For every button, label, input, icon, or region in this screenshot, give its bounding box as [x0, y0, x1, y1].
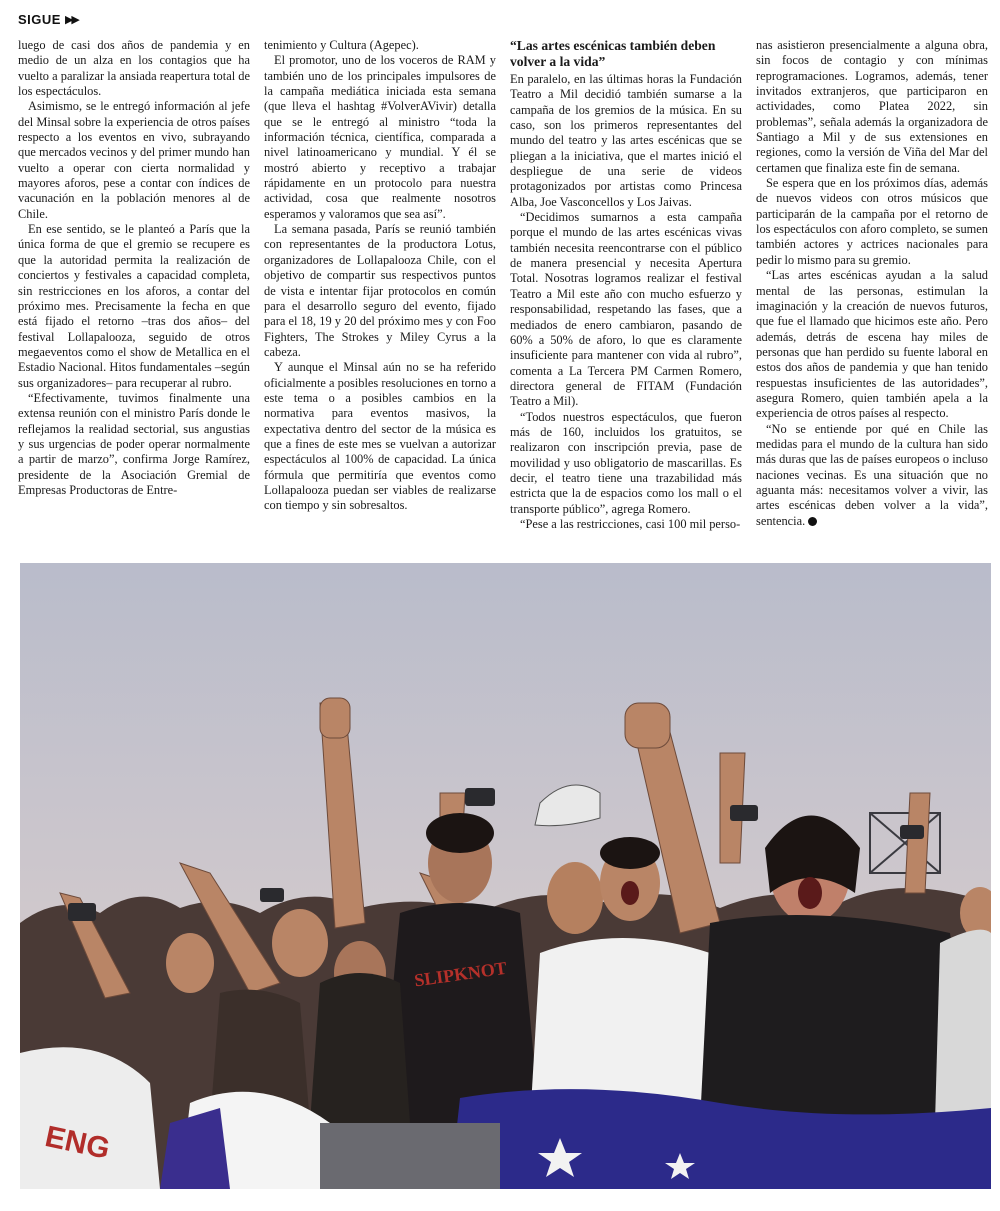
- article-column-4: [756, 38, 988, 529]
- paragraph: “Las artes escénicas ayudan a la salud mental de las personas, estimulan la imaginación y la creación de nuevos futuros, que fue el llamado que hicimos este año. Pero además, detrás de escena hay miles de personas que han perdido su fuente laboral en estos dos años de pandemia y que han tenido respuestas insuficientes de las autoridades”, asegura Romero, quien también apela a la experiencia de otros países al respecto.: [756, 268, 988, 421]
- paragraph: En paralelo, en las últimas horas la Fundación Teatro a Mil decidió también sumarse a la campaña de los gremios de la música. En su caso, son los primeros representantes del mundo del teatro y las artes escénicas que se pliegan a la iniciativa, que el martes inició el despliegue de una serie de videos protagonizados por artistas como Princesa Alba, Joe Vasconcellos y Los Jaivas.: [510, 72, 742, 209]
- paragraph: Y aunque el Minsal aún no se ha referido oficialmente a posibles resoluciones en torno a este tema o a posibles cambios en la normativa para eventos masivos, la expectativa dentro del sector de la música es que a fines de este mes se vuelvan a autorizar espectáculos al 100% de capacidad. La única fórmula que permitiría que eventos como Lollapalooza puedan ser viables de realizarse con tiempo y sin sobresaltos.: [264, 360, 496, 513]
- paragraph: “Efectivamente, tuvimos finalmente una extensa reunión con el ministro París donde le reflejamos la realidad sectorial, sus angustias y sus urgencias de poder operar normalmente a partir de marzo”, confirma Jorge Ramírez, presidente de la Asociación Gremial de Empresas Productoras de Entre-: [18, 390, 250, 497]
- paragraph: “Decidimos sumarnos a esta campaña porque el mundo de las artes escénicas vivas también necesita reencontrarse con el público de manera presencial y necesita Apertura Total. Nosotras logramos realizar el festival Teatro a Mil este año con mucho esfuerzo y responsabilidad, respetando las fases, que a mediados de enero cambiaron, pasando de 60% a 50% de aforo, lo que es claramente insuficiente para mantener con vida al rubro”, comenta a La Tercera PM Carmen Romero, directora general de FITAM (Fundación Teatro a Mil).: [510, 210, 742, 409]
- paragraph: luego de casi dos años de pandemia y en medio de un alza en los contagios que ha vuelto a paralizar la ansiada reapertura total de los espectáculos.: [18, 38, 250, 99]
- paragraph: Se espera que en los próximos días, además de nuevos videos con otros músicos que participarán de la campaña por el retorno de los espectáculos con aforo completo, se sumen también actores y actrices nacionales para pedir lo mismo para su gremio.: [756, 176, 988, 267]
- article-column-3: [510, 38, 742, 532]
- banner-text: ENG: [42, 1120, 113, 1166]
- paragraph: La semana pasada, París se reunió también con representantes de la productora Lotus, organizadores de Lollapalooza Chile, con el objetivo de compartir sus respectivos puntos de vista e intentar fijar protocolos en común para el desarrollo seguro del evento, fijado para el 18, 19 y 20 del próximo mes y con Foo Fighters, The Strokes y Miley Cyrus a la cabeza.: [264, 222, 496, 359]
- subheading: “Las artes escénicas también deben volver a la vida”: [510, 38, 716, 69]
- paragraph: En ese sentido, se le planteó a París que la única forma de que el gremio se recupere es que la autoridad permita la realización de conciertos y festivales a capacidad completa, sin restricciones en los aforos, a contar del próximo mes. Precisamente la fecha en que está fijado el retorno –tras dos años– del festival Lollapalooza, seguido de otros megaeventos como el show de Metallica en el Estadio Nacional. Hitos fundamentales –según sus organizadores– para recuperar al rubro.: [18, 222, 250, 390]
- shirt-print: SLIPKNOT: [413, 957, 508, 991]
- concert-crowd-photo: [20, 563, 991, 1189]
- paragraph: “Pese a las restricciones, casi 100 mil perso-: [520, 516, 741, 531]
- article-column-1: [18, 38, 250, 498]
- paragraph: tenimiento y Cultura (Agepec).: [264, 38, 419, 52]
- paragraph: El promotor, uno de los voceros de RAM y también uno de los principales impulsores de la campaña mediática iniciada esta semana (que lleva el hashtag #VolverAVivir) detalla que se le entregó al ministro “toda la información técnica, científica, comparada a nivel latinoamericano y mundial. Y él se mostró abierto y receptivo a trabajar rápidamente en un protocolo para nuestra actividad, cosa que realmente nosotros esperamos y valoramos que sea así”.: [264, 53, 496, 221]
- paragraph: Asimismo, se le entregó información al jefe del Minsal sobre la experiencia de otros países respecto a los eventos en vivo, subrayando que mercados vecinos y del primer mundo han vuelto a operar con cierta normalidad y mayores aforos, pese a contar con índices de vacunación en la población menores al de Chile.: [18, 99, 250, 221]
- article-column-2: [264, 38, 496, 514]
- section-header: [18, 12, 78, 27]
- final-text: “No se entiende por qué en Chile las medidas para el mundo de la cultura han sido más duras que las de países europeos o incluso naciones vecinas. Es una situación que no aguanta más: necesitamos volver a vivir, las artes escénicas deben volver a la vida”, sentencia.: [756, 421, 988, 528]
- paragraph-final: [756, 422, 988, 529]
- paragraph: nas asistieron presencialmente a alguna obra, sin focos de contagio y con mínimas reprogramaciones. Logramos, además, tener invitados extranjeros, que participaron en actividades, como Platea 2022, sin problemas”, señala además la organizadora de Santiago a Mil y de sus extensiones en regiones, como la versión de Viña del Mar del certamen que finaliza este fin de semana.: [756, 38, 988, 175]
- end-mark-icon: [808, 517, 817, 526]
- paragraph: “Todos nuestros espectáculos, que fueron más de 160, incluidos los gratuitos, se realizaron con inscripción previa, pase de movilidad y uso obligatorio de mascarillas. Es decir, el teatro tiene una trazabilidad más estricta que la de espacios como los mall o el transporte público”, agrega Romero.: [510, 409, 742, 516]
- continue-arrows-icon: ▶▶: [64, 14, 78, 26]
- barrier: [320, 1123, 500, 1189]
- section-label: SIGUE: [18, 12, 61, 27]
